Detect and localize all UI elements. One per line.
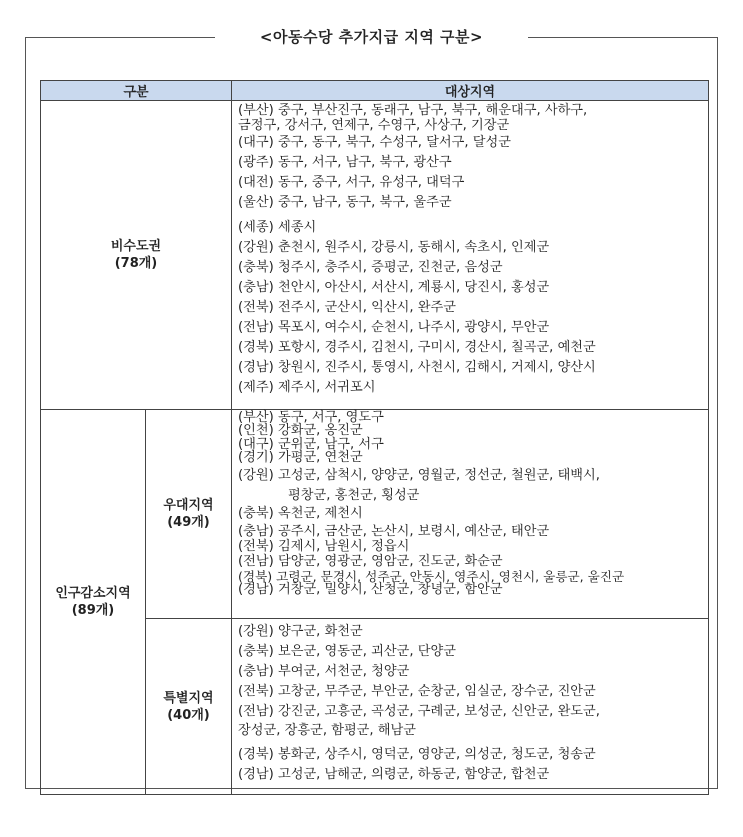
region-line: (충북) 옥천군, 제천시: [238, 505, 363, 521]
region-line: (부산) 동구, 서구, 영도구: [238, 410, 384, 425]
region-line: (제주) 제주시, 서귀포시: [238, 380, 376, 395]
region-line: (전북) 전주시, 군산시, 익산시, 완주군: [238, 300, 456, 315]
regions-special: [232, 619, 709, 795]
group-row-favored: [41, 410, 709, 619]
region-line: (세종) 세종시: [238, 220, 317, 235]
subcategory-count: (49개): [167, 515, 210, 530]
header-category: 구분: [41, 81, 232, 101]
page-title: <아동수당 추가지급 지역 구분>: [0, 26, 743, 47]
region-line: (전북) 김제시, 남원시, 정읍시: [238, 538, 410, 554]
region-line: (경북) 포항시, 경주시, 김천시, 구미시, 경산시, 칠곡군, 예천군: [238, 340, 596, 355]
category-nonmetro: [41, 101, 232, 410]
region-line: (대전) 동구, 중구, 서구, 유성구, 대덕구: [238, 175, 465, 190]
region-line: 평창군, 홍천군, 횡성군: [288, 487, 420, 503]
category-name: 인구감소지역: [55, 586, 131, 601]
region-line: (강원) 춘천시, 원주시, 강릉시, 동해시, 속초시, 인제군: [238, 240, 550, 255]
region-line: (전북) 고창군, 무주군, 부안군, 순창군, 임실군, 장수군, 진안군: [238, 684, 596, 699]
region-line: (충북) 보은군, 영동군, 괴산군, 단양군: [238, 644, 456, 659]
region-line: 금정구, 강서구, 연제구, 수영구, 사상구, 기장군: [238, 118, 510, 133]
subcategory-special: [146, 619, 232, 795]
subcategory-favored: [146, 410, 232, 619]
region-line: (전남) 목포시, 여수시, 순천시, 나주시, 광양시, 무안군: [238, 320, 550, 335]
region-line: (강원) 양구군, 화천군: [238, 624, 363, 639]
region-line: (부산) 중구, 부산진구, 동래구, 남구, 북구, 해운대구, 사하구,: [238, 103, 588, 118]
region-line: (광주) 동구, 서구, 남구, 북구, 광산구: [238, 155, 452, 170]
region-line: (경기) 가평군, 연천군: [238, 450, 363, 466]
regions-nonmetro: [232, 101, 709, 410]
category-population-decline: [41, 410, 146, 795]
region-line: (경남) 창원시, 진주시, 통영시, 사천시, 김해시, 거제시, 양산시: [238, 360, 596, 375]
region-line: (충남) 공주시, 금산군, 논산시, 보령시, 예산군, 태안군: [238, 523, 550, 539]
subcategory-name: 특별지역: [163, 690, 214, 706]
region-line: (전남) 강진군, 고흥군, 곡성군, 구례군, 보성군, 신안군, 완도군,: [238, 704, 600, 719]
region-line: (충남) 부여군, 서천군, 청양군: [238, 664, 410, 679]
region-line: (인천) 강화군, 옹진군: [238, 423, 363, 439]
region-line: (대구) 군위군, 남구, 서구: [238, 436, 384, 452]
group-row-nonmetro: [41, 101, 709, 410]
region-line: (울산) 중구, 남구, 동구, 북구, 울주군: [238, 195, 452, 210]
category-name: 비수도권: [110, 239, 162, 254]
region-line: (경남) 거창군, 밀양시, 산청군, 창녕군, 함안군: [238, 582, 503, 598]
region-line: (경남) 고성군, 남해군, 의령군, 하동군, 함양군, 합천군: [238, 767, 550, 782]
category-count: (89개): [71, 603, 115, 618]
region-table: [40, 80, 709, 795]
region-line: 장성군, 장흥군, 함평군, 해남군: [238, 723, 417, 738]
region-line: (대구) 중구, 동구, 북구, 수성구, 달서구, 달성군: [238, 135, 511, 150]
region-line: (충남) 천안시, 아산시, 서산시, 계룡시, 당진시, 홍성군: [238, 280, 550, 295]
region-line: (경북) 봉화군, 상주시, 영덕군, 영양군, 의성군, 청도군, 청송군: [238, 747, 596, 762]
category-count: (78개): [114, 256, 158, 271]
regions-favored: [232, 410, 709, 619]
subcategory-name: 우대지역: [163, 498, 214, 513]
region-line: (전남) 담양군, 영광군, 영암군, 진도군, 화순군: [238, 554, 503, 570]
header-row: [41, 81, 709, 101]
region-line: (강원) 고성군, 삼척시, 양양군, 영월군, 정선군, 철원군, 태백시,: [238, 467, 600, 483]
region-line: (충북) 청주시, 충주시, 증평군, 진천군, 음성군: [238, 260, 503, 275]
header-regions: 대상지역: [232, 81, 709, 101]
subcategory-count: (40개): [167, 707, 210, 723]
region-line: (경북) 고령군, 문경시, 성주군, 안동시, 영주시, 영천시, 울릉군, 울진군: [238, 569, 625, 585]
